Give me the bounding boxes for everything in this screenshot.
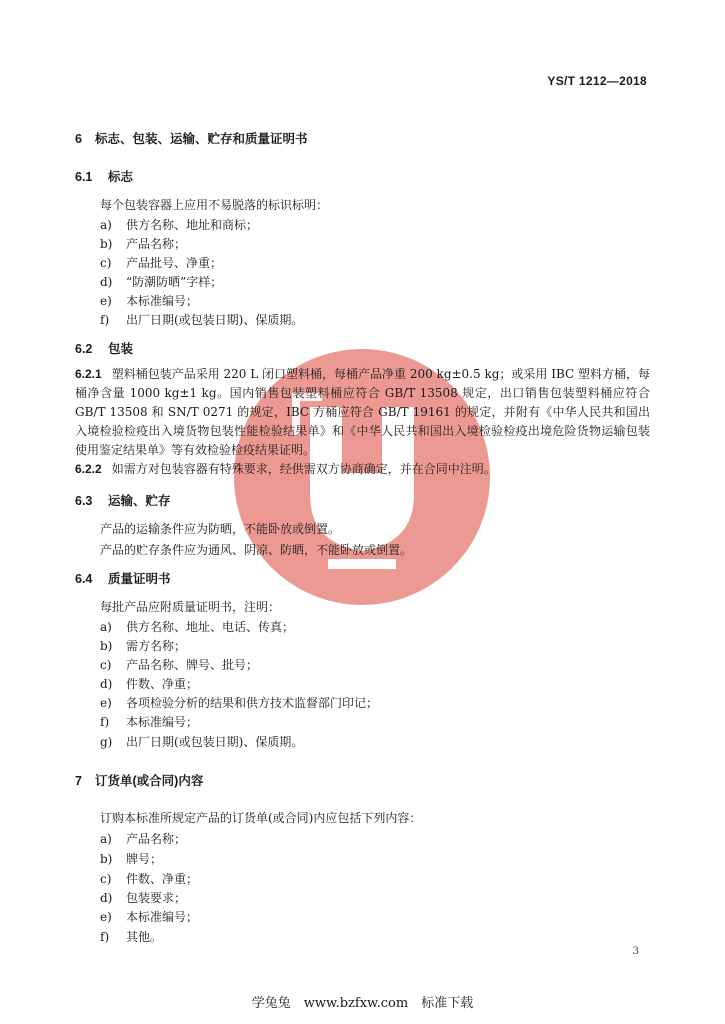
section-title: 质量证明书 (108, 572, 171, 586)
list-label: f) (100, 715, 110, 729)
section-title: 订货单(或合同)内容 (95, 774, 204, 788)
list-text: 出厂日期(或包装日期)、保质期。 (126, 735, 304, 749)
section-7-intro: 订购本标准所规定产品的订货单(或合同)内应包括下列内容： (100, 811, 422, 825)
list-text: 件数、净重； (126, 872, 199, 886)
section-number: 7 (75, 774, 82, 788)
list-item (100, 908, 198, 925)
standard-number: YS/T 1212—2018 (547, 74, 647, 88)
list-label: d) (100, 891, 113, 905)
section-6-2-heading (75, 339, 133, 357)
list-item (100, 694, 378, 711)
section-title: 标志、包装、运输、贮存和质量证明书 (95, 132, 308, 146)
section-6-4-heading (75, 569, 171, 587)
list-item (100, 656, 258, 673)
list-label: f) (100, 313, 110, 327)
list-item (100, 637, 186, 654)
list-text: 产品名称； (126, 237, 187, 251)
list-text: 本标准编号； (126, 715, 199, 729)
list-label: f) (100, 930, 110, 944)
section-title: 包装 (108, 342, 134, 356)
section-number: 6.1 (75, 170, 93, 184)
list-text: 牌号； (126, 852, 163, 866)
list-text: 供方名称、地址、电话、传真； (126, 620, 295, 634)
list-text: 件数、净重； (126, 677, 199, 691)
section-number: 6.2 (75, 342, 93, 356)
list-item (100, 830, 186, 847)
list-item (100, 733, 303, 750)
list-text: 产品名称、牌号、批号； (126, 658, 259, 672)
list-item (100, 254, 222, 271)
list-item (100, 292, 198, 309)
section-6-1-intro: 每个包装容器上应用不易脱落的标识标明： (100, 198, 329, 212)
list-label: g) (100, 735, 113, 749)
section-6-1-heading (75, 167, 133, 185)
list-text: “防潮防晒”字样； (126, 275, 223, 289)
section-6-4-intro: 每批产品应附质量证明书，注明： (100, 600, 281, 614)
section-number: 6 (75, 132, 82, 146)
list-text: 本标准编号； (126, 294, 199, 308)
list-label: b) (100, 852, 113, 866)
list-label: d) (100, 677, 113, 691)
clause-number: 6.2.1 (75, 367, 102, 381)
section-number: 6.3 (75, 494, 93, 508)
list-label: a) (100, 620, 112, 634)
list-item (100, 713, 198, 730)
list-label: e) (100, 696, 112, 710)
list-text: 各项检验分析的结果和供方技术监督部门印记； (126, 696, 379, 710)
section-6-3-heading (75, 491, 171, 509)
list-label: e) (100, 910, 112, 924)
download-site-footer: 学兔兔 www.bzfxw.com 标准下载 (251, 996, 474, 1011)
list-label: a) (100, 832, 112, 846)
list-text: 包装要求； (126, 891, 187, 905)
list-label: b) (100, 639, 113, 653)
storage-condition: 产品的贮存条件应为通风、阴凉、防晒，不能卧放或倒置。 (100, 543, 413, 557)
list-label: c) (100, 658, 112, 672)
list-text: 供方名称、地址和商标； (126, 218, 259, 232)
clause-number: 6.2.2 (75, 462, 102, 476)
list-label: a) (100, 218, 112, 232)
list-label: e) (100, 294, 112, 308)
list-label: c) (100, 256, 112, 270)
list-item (100, 235, 186, 252)
list-label: c) (100, 872, 112, 886)
list-item (100, 889, 186, 906)
list-item (100, 216, 258, 233)
list-item (100, 311, 303, 328)
clause-6-2-1 (75, 365, 650, 460)
list-item (100, 850, 162, 867)
list-text: 其他。 (126, 930, 163, 944)
list-item (100, 928, 162, 945)
list-text: 本标准编号； (126, 910, 199, 924)
transport-condition: 产品的运输条件应为防晒，不能卧放或倒置。 (100, 522, 341, 536)
clause-text: 如需方对包装容器有特殊要求，经供需双方协商确定，并在合同中注明。 (111, 462, 496, 476)
list-text: 产品名称； (126, 832, 187, 846)
list-text: 出厂日期(或包装日期)、保质期。 (126, 313, 304, 327)
list-label: d) (100, 275, 113, 289)
clause-6-2-2 (75, 460, 650, 479)
list-label: b) (100, 237, 113, 251)
section-6-heading (75, 129, 308, 147)
list-item (100, 675, 198, 692)
list-item (100, 870, 198, 887)
list-text: 需方名称； (126, 639, 187, 653)
list-item (100, 618, 294, 635)
section-number: 6.4 (75, 572, 93, 586)
section-title: 标志 (108, 170, 134, 184)
section-title: 运输、贮存 (108, 494, 171, 508)
list-item (100, 273, 222, 290)
page-number: 3 (632, 946, 639, 957)
section-7-heading (75, 771, 203, 789)
list-text: 产品批号、净重； (126, 256, 223, 270)
clause-text: 塑料桶包装产品采用 220 L 闭口塑料桶，每桶产品净重 200 kg±0.5 kg；或采用 IBC 塑料方桶，每桶净含量 1000 kg±1 kg。国内销售包装塑料桶应符合 GB/T 13508 规定，出口销售包装塑料桶应符合 GB/T 13508 和 SN/T 0271 的规定，IBC 方桶应符合 GB/T 19161 的规定，并附有《中华人民共和国出入境检验检疫出入境货物包装性能检验结果单》和《中华人民共和国出入境检验检疫出境危险货物运输包装使用鉴定结果单》等有效检验检疫结果证明。 (75, 367, 651, 457)
